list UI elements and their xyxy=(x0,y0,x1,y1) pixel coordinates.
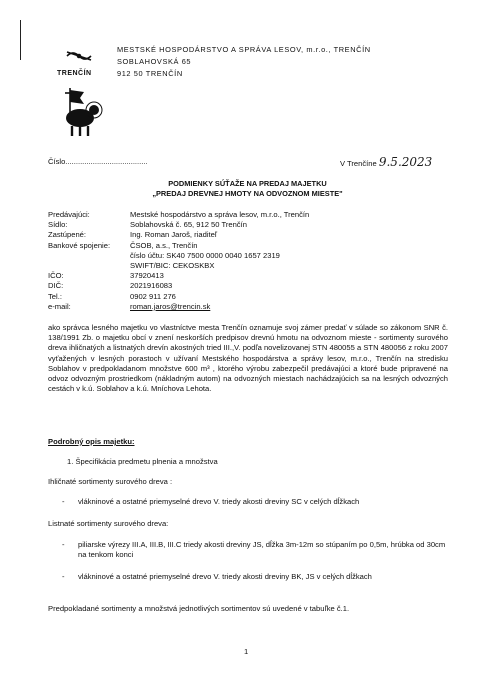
logo-text: TRENČÍN xyxy=(57,70,92,77)
list-item xyxy=(62,497,359,507)
organization-header xyxy=(117,44,371,80)
detail-row xyxy=(48,251,309,261)
detail-value: 37920413 xyxy=(130,271,164,281)
detail-label xyxy=(48,251,130,261)
detail-value: Mestské hospodárstvo a správa lesov, m.r.o., Trenčín xyxy=(130,210,310,219)
detail-label: Predávajúci: xyxy=(48,210,90,219)
detail-value: SWIFT/BIC: CEKOSKBX xyxy=(130,261,215,271)
coat-of-arms-icon xyxy=(54,44,108,164)
detail-label xyxy=(48,261,130,271)
closing-sentence: Predpokladané sortimenty a množstvá jednotlivých sortimentov sú uvedené v tabuľke č.1. xyxy=(48,604,350,613)
numbered-item: 1. Špecifikácia predmetu plnenia a množstva xyxy=(67,457,218,466)
list-item xyxy=(62,572,372,582)
broadleaf-label: Listnaté sortimenty surového dreva: xyxy=(48,519,169,528)
seller-details xyxy=(48,210,309,312)
reference-number: Číslo....................................... xyxy=(48,157,148,166)
organization-street: SOBLAHOVSKÁ 65 xyxy=(117,57,192,66)
document-title: PODMIENKY SÚŤAŽE NA PREDAJ MAJETKU xyxy=(168,179,327,188)
detail-row xyxy=(48,281,309,291)
detail-label: Tel.: xyxy=(48,291,62,301)
detail-row xyxy=(48,241,309,251)
detail-row xyxy=(48,261,309,271)
city-logo xyxy=(54,44,108,164)
detail-value: Ing. Roman Jaroš, riaditeľ xyxy=(130,230,218,240)
detail-row xyxy=(48,230,309,240)
detail-label: IČO: xyxy=(48,271,64,281)
detail-value: číslo účtu: SK40 7500 0000 0040 1657 2319 xyxy=(130,250,280,260)
list-item-text: vlákninové a ostatné priemyselné drevo V. triedy akosti dreviny SC v celých dĺžkach xyxy=(78,497,360,506)
detail-row xyxy=(48,271,309,281)
detail-value: ČSOB, a.s., Trenčín xyxy=(130,240,198,250)
bullet-dash: - xyxy=(62,497,65,506)
bullet-dash: - xyxy=(62,540,65,549)
detail-value: 2021916083 xyxy=(130,281,173,291)
detail-label: Sídlo: xyxy=(48,220,68,230)
detail-value: 0902 911 276 xyxy=(130,291,176,301)
detail-value: Soblahovská č. 65, 912 50 Trenčín xyxy=(130,220,247,230)
handwritten-date: 9.5.2023 xyxy=(378,155,433,169)
document-subtitle: „PREDAJ DREVNEJ HMOTY NA ODVOZNOM MIESTE" xyxy=(152,189,343,198)
list-item-text: vlákninové a ostatné priemyselné drevo V. triedy akosti dreviny BK, JS v celých dĺžkach xyxy=(78,572,372,581)
page-number: 1 xyxy=(244,647,249,656)
detail-row xyxy=(48,210,309,220)
detail-row xyxy=(48,302,309,312)
document-date xyxy=(340,155,432,169)
intro-paragraph: ako správca lesného majetku vo vlastníctve mesta Trenčín oznamuje svoj zámer predať v súlade so zákonom SNR č. 138/1991 Zb. o majetku obcí v znení neskorších predpisov drevnú hmotu na odvoznom mieste - sortimenty surového dreva ihličnatých a listnatých drevín akostných tried III.,V. podľa novelizovanej STN 480055 a STN 480056 z roku 2007 vyťažených v lesných porastoch v užívaní Mestského hospodárstva a správy lesov, m.r.o., Trenčín na stredisku Soblahov v predpokladanom množstve 600 m³ , ktorého výrobu zabezpečil predávajúci a ktoré bude pripravené na odvoz odvozným prostriedkom (nákladným autom) na odvozných miestach nachádzajúcich sa na lesných odvozných cestách v k.ú. Soblahov a k.ú. Mníchova Lehota. xyxy=(48,323,448,394)
section-heading: Podrobný opis majetku: xyxy=(48,437,135,446)
detail-label: Bankové spojenie: xyxy=(48,240,111,250)
detail-row xyxy=(48,220,309,230)
email-link[interactable]: roman.jaros@trencin.sk xyxy=(130,301,211,311)
list-item-text: piliarske výrezy III.A, III.B, III.C triedy akosti dreviny JS, dĺžka 3m-12m so stúpaním po 0,5m, hrúbka od 30cm na tenkom konci xyxy=(78,540,446,559)
detail-label: Zastúpené: xyxy=(48,230,86,240)
scan-mark xyxy=(20,20,21,60)
detail-row xyxy=(48,292,309,302)
list-item xyxy=(62,540,452,560)
date-prefix: V Trenčíne xyxy=(340,159,377,168)
organization-city: 912 50 TRENČÍN xyxy=(117,69,183,78)
detail-label: DIČ: xyxy=(48,281,64,291)
detail-label: e-mail: xyxy=(48,301,71,311)
conifer-label: Ihličnaté sortimenty surového dreva : xyxy=(48,477,173,486)
organization-name: MESTSKÉ HOSPODÁRSTVO A SPRÁVA LESOV, m.r.o., TRENČÍN xyxy=(117,45,371,54)
bullet-dash: - xyxy=(62,572,65,581)
